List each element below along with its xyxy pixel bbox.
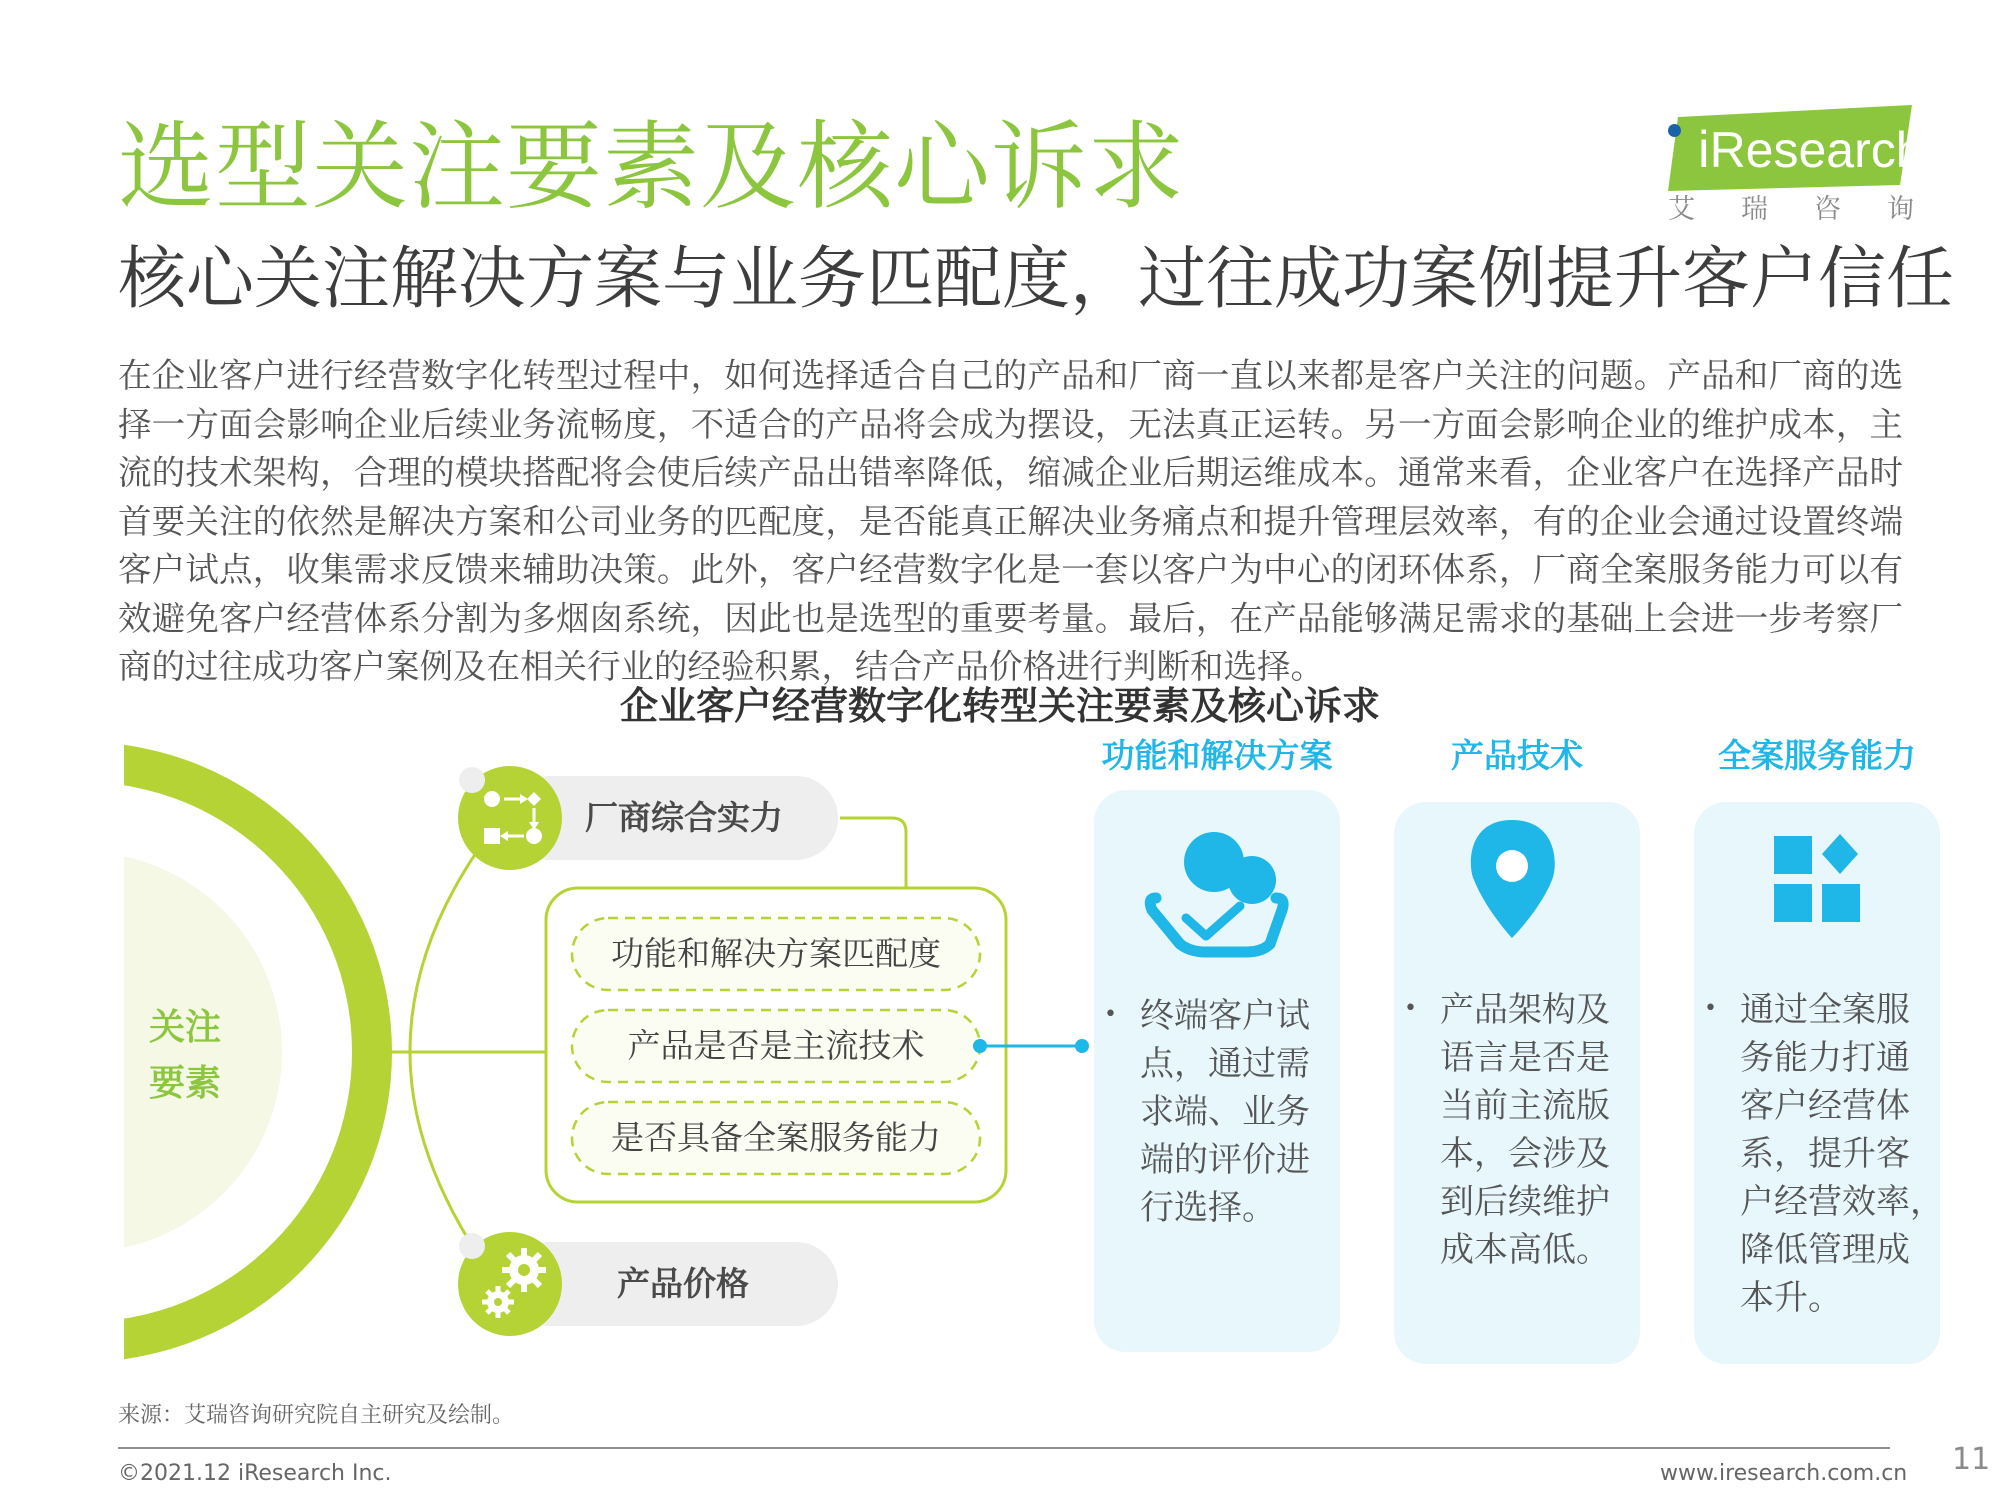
- card-line: 客户经营体: [1740, 1086, 1910, 1126]
- criterion-solution-fit: 功能和解决方案匹配度: [611, 934, 941, 973]
- logo-cn-char: 瑞: [1741, 194, 1768, 225]
- criterion-mainstream-tech: 产品是否是主流技术: [627, 1026, 925, 1065]
- factor-label-product-price: 产品价格: [617, 1264, 749, 1303]
- logo-cn-char: 询: [1887, 194, 1914, 225]
- card-line: 求端、业务: [1140, 1092, 1310, 1132]
- card-line: 端的评价进: [1140, 1140, 1310, 1180]
- criterion-full-service: 是否具备全案服务能力: [611, 1118, 941, 1157]
- card-line: 降低管理成: [1740, 1230, 1910, 1270]
- page-number: 11: [1952, 1442, 1991, 1477]
- center-label: [120, 1000, 250, 1112]
- card-line: 到后续维护: [1440, 1182, 1610, 1222]
- intro-paragraph: 在企业客户进行经营数字化转型过程中，如何选择适合自己的产品和厂商一直以来都是客户关注的问题。产品和厂商的选择一方面会影响企业后续业务流畅度，不适合的产品将会成为摆设，无法真正运转。另一方面会影响企业的维护成本，主流的技术架构，合理的模块搭配将会使后续产品出错率降低，缩减企业后期运维成本。通常来看，企业客户在选择产品时首要关注的依然是解决方案和公司业务的匹配度，是否能真正解决业务痛点和提升管理层效率，有的企业会通过设置终端客户试点，收集需求反馈来辅助决策。此外，客户经营数字化是一套以客户为中心的闭环体系，厂商全案服务能力可以有效避免客户经营体系分割为多烟囱系统，因此也是选型的重要考量。最后，在产品能够满足需求的基础上会进一步考察厂商的过往成功客户案例及在相关行业的经验积累，结合产品价格进行判断和选择。: [118, 356, 1903, 686]
- factor-label-vendor-strength: 厂商综合实力: [585, 798, 783, 837]
- column-heading-solution: 功能和解决方案: [1101, 736, 1333, 775]
- card-line: 成本高低。: [1440, 1230, 1610, 1270]
- card-text-technology: [1440, 986, 1630, 1274]
- card-line: 产品架构及: [1440, 990, 1610, 1030]
- factor-circle-dot: [459, 767, 485, 793]
- logo-cn-char: 艾: [1668, 194, 1695, 225]
- page-title: 选型关注要素及核心诉求: [118, 111, 1185, 223]
- copyright: ©2021.12 iResearch Inc.: [118, 1461, 392, 1486]
- diagram-title: 企业客户经营数字化转型关注要素及核心诉求: [619, 684, 1380, 728]
- center-label-line: 关注: [148, 1007, 221, 1048]
- card-line: 当前主流版: [1440, 1086, 1610, 1126]
- card-line: 系，提升客: [1740, 1134, 1910, 1174]
- page-subtitle: 核心关注解决方案与业务匹配度，过往成功案例提升客户信任: [118, 240, 1955, 319]
- center-label-line: 要素: [148, 1063, 221, 1104]
- bullet-dot: •: [1704, 996, 1717, 1021]
- factor-circle-dot: [459, 1233, 485, 1259]
- column-heading-service: 全案服务能力: [1718, 736, 1916, 775]
- card-line: 通过全案服: [1740, 990, 1910, 1030]
- logo-cn-char: 咨: [1814, 194, 1841, 225]
- card-text-service: [1740, 986, 1944, 1322]
- bullet-dot: •: [1404, 996, 1417, 1021]
- footer-divider: [118, 1447, 1890, 1449]
- website-link[interactable]: www.iresearch.com.cn: [1660, 1461, 1908, 1486]
- card-text-solution: [1140, 992, 1330, 1232]
- card-line: 务能力打通: [1740, 1038, 1910, 1078]
- card-line: 本升。: [1740, 1278, 1842, 1318]
- card-line: 户经营效率，: [1740, 1182, 1944, 1222]
- source-note: 来源：艾瑞咨询研究院自主研究及绘制。: [118, 1403, 515, 1428]
- card-line: 行选择。: [1140, 1188, 1276, 1228]
- bullet-dot: •: [1104, 1002, 1117, 1027]
- column-heading-technology: 产品技术: [1451, 736, 1583, 775]
- logo-text: iResearch: [1698, 121, 1924, 179]
- card-line: 本，会涉及: [1440, 1134, 1610, 1174]
- card-line: 语言是否是: [1440, 1038, 1610, 1078]
- card-line: 点，通过需: [1140, 1044, 1310, 1084]
- card-line: 终端客户试: [1140, 996, 1310, 1036]
